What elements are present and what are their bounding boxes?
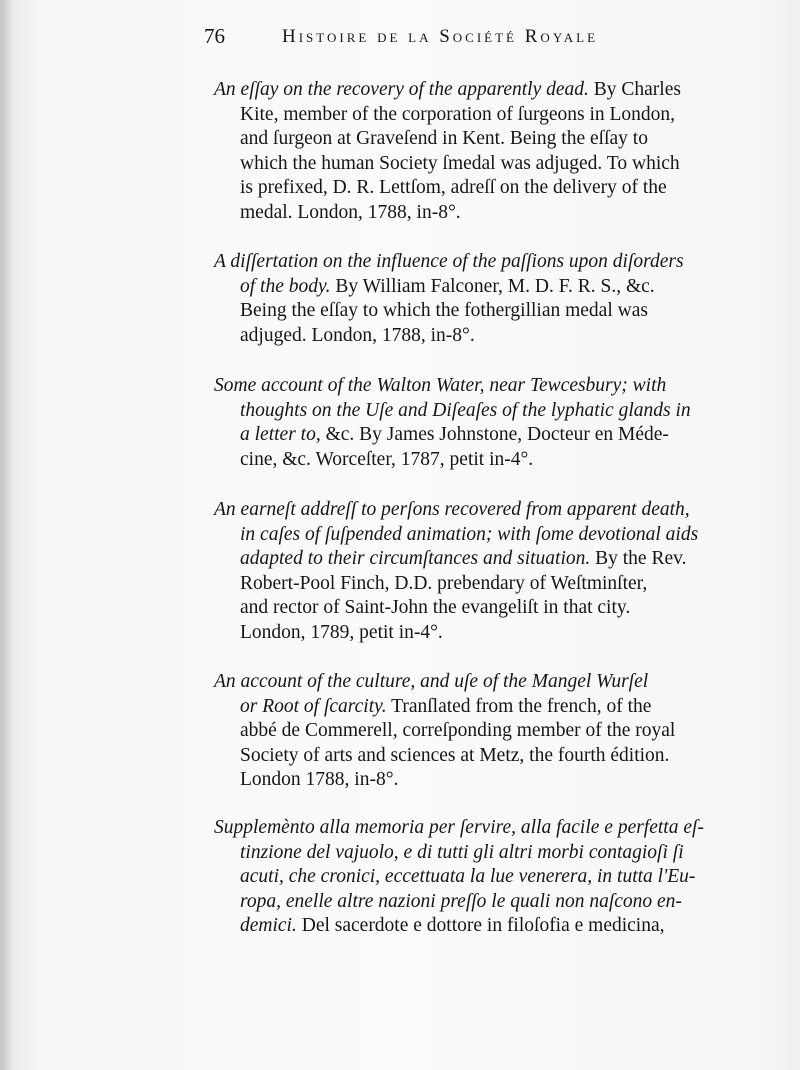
entry-line: tinzione del vajuolo, e di tutti gli altri morbi contagioſi ſi [240, 841, 684, 863]
entry-line: cine, &c. Worceſter, 1787, petit in-4°. [240, 448, 534, 470]
entry-line: demici. Del sacerdote e dottore in filoſofia e medicina, [240, 915, 665, 936]
entry-line: Supplemènto alla memoria per ſervire, alla facile e perfetta eſ- [214, 817, 704, 838]
entry-line: Some account of the Walton Water, near Tewcesbury; with [214, 375, 667, 396]
entry-line: in caſes of ſuſpended animation; with ſome devotional aids [240, 523, 699, 545]
entry-line: Robert-Pool Finch, D.D. prebendary of Weſtminſter, [240, 572, 648, 594]
entry-line: abbé de Commerell, correſponding member of the royal [240, 720, 676, 741]
entry-line: or Root of ſcarcity. Tranſlated from the french, of the [240, 695, 652, 717]
entry-line: London, 1789, petit in-4°. [240, 621, 443, 643]
entry-line: adjuged. London, 1788, in-8°. [240, 324, 475, 346]
entry-line: which the human Society ſmedal was adjuged. To which [240, 152, 680, 174]
entry-line: is prefixed, D. R. Lettſom, adreſſ on the delivery of the [240, 177, 667, 198]
bibliography-entry [214, 374, 784, 472]
entry-line: Being the eſſay to which the fothergillian medal was [240, 300, 648, 321]
bibliography-entry [214, 498, 784, 645]
entry-line: ropa, enelle altre nazioni preſſo le quali non naſcono en- [240, 890, 682, 912]
entry-line: acuti, che cronici, eccettuata la lue venerera, in tutta l'Eu- [240, 866, 696, 887]
entry-line: An eſſay on the recovery of the apparently dead. By Charles [214, 79, 681, 100]
entry-line: of the body. By William Falconer, M. D. F. R. S., &c. [240, 275, 655, 297]
entry-line: Kite, member of the corporation of ſurgeons in London, [240, 103, 676, 125]
entry-line: a letter to, &c. By James Johnstone, Docteur en Méde- [240, 424, 669, 445]
running-title: Histoire de la Société Royale [282, 26, 599, 47]
bibliography-entry [214, 670, 784, 793]
entry-line: Society of arts and sciences at Metz, the fourth édition. [240, 744, 670, 766]
page-number: 76 [204, 24, 225, 48]
entry-line: thoughts on the Uſe and Diſeaſes of the lyphatic glands in [240, 399, 691, 421]
entry-line: and rector of Saint-John the evangeliſt in that city. [240, 597, 631, 618]
entry-line: London 1788, in-8°. [240, 769, 399, 790]
running-header [204, 24, 740, 54]
bibliography-entry [214, 250, 784, 348]
entry-line: medal. London, 1788, in-8°. [240, 201, 461, 223]
bibliography-entry [214, 816, 784, 939]
entry-line: adapted to their circumſtances and situation. By the Rev. [240, 548, 687, 569]
entry-line: and ſurgeon at Graveſend in Kent. Being the eſſay to [240, 128, 648, 149]
entry-line: An account of the culture, and uſe of the Mangel Wurſel [214, 671, 649, 692]
bibliography-entry [214, 78, 784, 225]
entry-line: A diſſertation on the influence of the paſſions upon diſorders [214, 251, 684, 272]
entry-line: An earneſt addreſſ to perſons recovered from apparent death, [214, 499, 690, 520]
